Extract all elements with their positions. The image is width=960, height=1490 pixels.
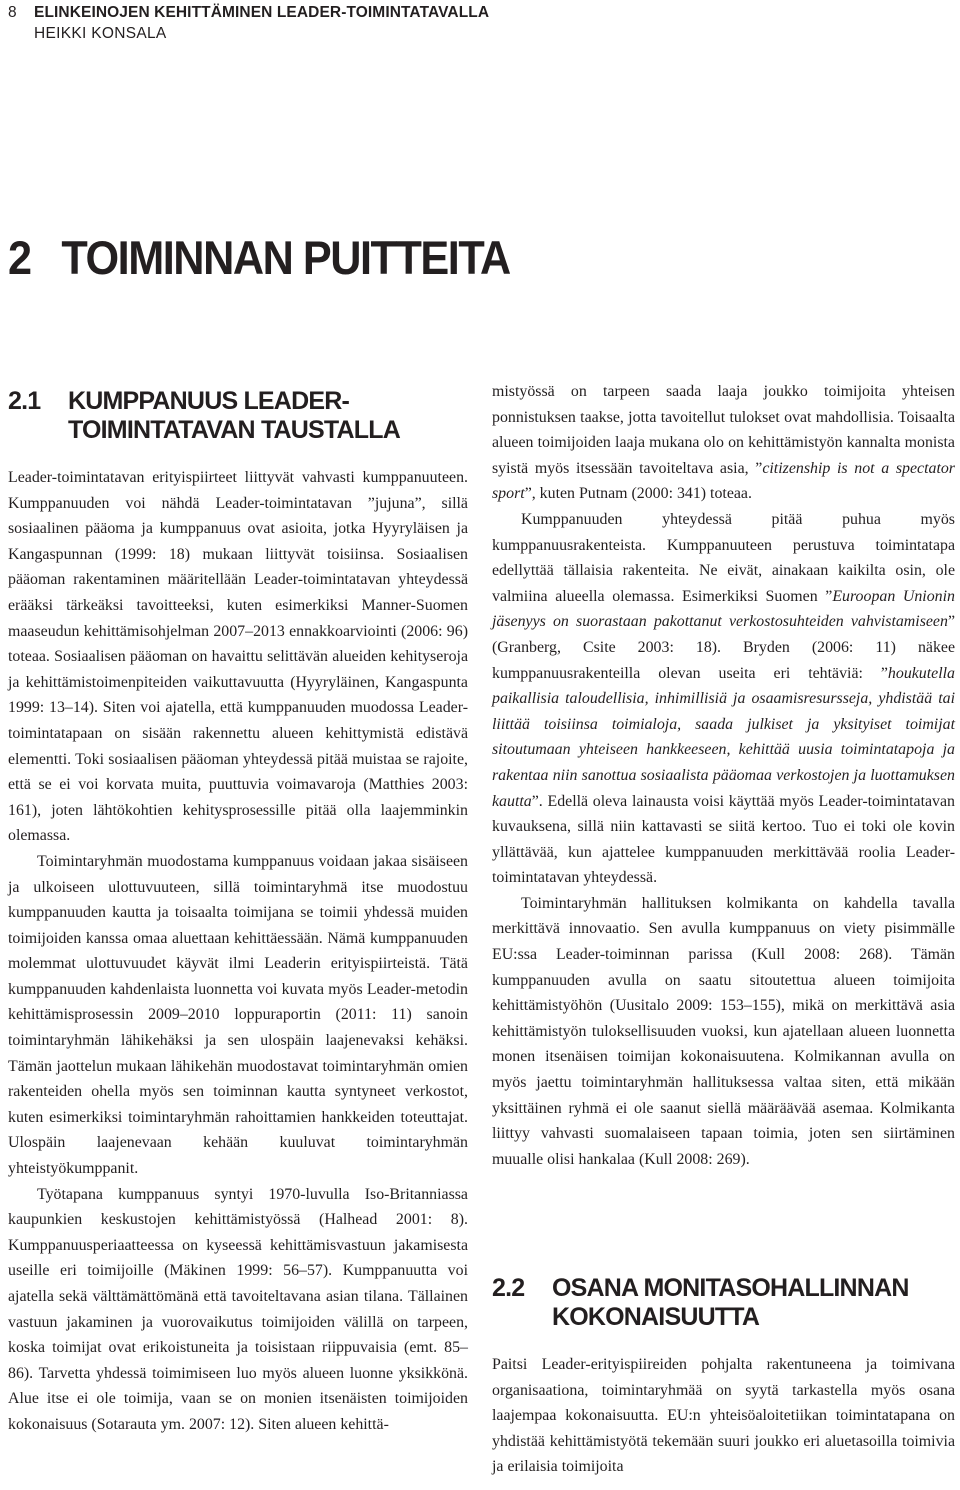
running-header bbox=[8, 2, 489, 44]
text-column-right bbox=[492, 379, 955, 1172]
text-run: ”. Edellä oleva lainausta voisi käyttää myös Leader-toimintatavan kuvauksena, sillä niin kattavasti se siitä kertoo. Tuo ei toki ole kovin yllättävää, kun ajattelee kumppanuuden merkittävää roolia Leader-toimintatavan yhteydessä. bbox=[492, 792, 955, 887]
section-title: KUMPPANUUS LEADER-TOIMINTATAVAN TAUSTALLA bbox=[68, 387, 401, 444]
paragraph bbox=[492, 379, 955, 507]
chapter-title: TOIMINNAN PUITTEITA bbox=[61, 231, 510, 284]
paragraph: Toimintaryhmän muodostama kumppanuus voidaan jakaa sisäiseen ja ulkoiseen ulottuvuuteen, sillä toimintaryhmä itse muodostuu kumppanuuden kautta ja toisaalta toimijana se toimii yhdessä muiden toimijoiden kanssa omaa aluettaan kehittäessään. Nämä kumppanuuden molemmat ulottuvuudet käyvät ilmi Leaderin erityispiirteistä. Tätä kumppanuuden kahdenlaista luonnetta voi kuvata myös Leader-metodin kehittämisprosessin 2009–2010 loppuraportin (2011: 11) sanoin toimintaryhmän lähikehäksi ja sen ulospäin laajenevaksi kehäksi. Tämän jaottelun mukaan lähikehän muodostavat toimintaryhmän omien rakenteiden ohella myös sen toiminnan kautta syntyneet verkostot, kuten esimerkiksi toimintaryhmän rahoittamien hankkeiden toteuttajat. Ulospäin laajenevaan kehään kuuluvat toimintaryhmän yhteistyökumppanit. bbox=[8, 852, 468, 1178]
paragraph: Työtapana kumppanuus syntyi 1970-luvulla Iso-Britanniassa kaupunkien keskustojen kehittämistyössä (Halhead 2001: 8). Kumppanuusperiaatteessa on kyseessä kehittämisvastuun jakamisesta useille eri toimijoille (Mäkinen 1999: 56–57). Kumppanuutta voi ajatella sekä välttämättömänä että tavoiteltavana asian tilana. Tällainen vastuun jakaminen ja vuorovaikutus toimijoiden välillä on tarpeen, koska toimijat ovat erikoistuneita ja toisistaan riippuvaisia (emt. 85–86). Tarvetta yhdessä toimimiseen luo myös alueen luonne yksikkönä. Alue itse ei ole toimija, vaan se on monien itsenäisten toimijoiden kokonaisuus (Sotarauta ym. 2007: 12). Siten alueen kehittä- bbox=[8, 1185, 468, 1433]
chapter-heading bbox=[8, 228, 510, 288]
chapter-number: 2 bbox=[8, 231, 31, 284]
paragraph: Leader-toimintatavan erityispiirteet liittyvät vahvasti kumppanuuteen. Kumppanuuden voi nähdä Leader-toimintatavan ”jujuna”, sillä sosiaalinen pääoma ja kumppanuus ovat asioita, jotka Hyyryläisen ja Kangaspunnan (1999: 18) mukaan liittyvät toisiinsa. Sosiaalisen pääoman rakentaminen määritellään Leader-toimintatavan yhteydessä erääksi tärkeäksi tavoitteeksi, kuten esimerkiksi Manner-Suomen maaseudun kehittämisohjelman 2007–2013 ennakkoarviointi (2006: 96) toteaa. Sosiaalisen pääoman on havaittu selittävän alueiden kehityseroja ja kehittämistoimenpiteiden vaikuttavuutta (Hyyryläinen, Kangaspunta 1999: 13–14). Siten voi ajatella, että kumppanuuden muodossa Leader-toimintatapaan on sisään rakennettu alueen kehittymistä edistävä elementti. Toki sosiaalisen pääoman yhteydessä pitää muistaa se rajoite, että se ei voi korvata muita, puuttuvia voimavaroja (Matthies 2003: 161), joten lähtökohtien kehitysprosessille pitää olla laajemminkin olemassa. bbox=[8, 469, 468, 845]
section-heading-2-2 bbox=[492, 1274, 952, 1332]
page-number: 8 bbox=[8, 4, 17, 21]
text-column-right-lower bbox=[492, 1352, 955, 1480]
quote-italic: Euroopan Unionin jäsenyys on suorastaan pakottanut verkostosuhteiden vahvistamiseen bbox=[492, 587, 955, 631]
paragraph: Paitsi Leader-erityispiireiden pohjalta rakentuneena ja toimivana organisaationa, toimintaryhmää on syytä tarkastella myös osana laajempaa kokonaisuutta. EU:n yhteisöaloitetiikan toimintatapana on yhdistää kehittämistyötä tekemään suuri joukko eri aluetasoilla toimivia ja erilaisia toimijoita bbox=[492, 1356, 955, 1476]
text-run: mistyössä on tarpeen saada laaja joukko toimijoita yhteisen ponnistuksen taakse, jotta tavoitellut tulokset ovat mahdollisia. Toisaalta alueen toimijoiden laaja mukana olo on kehittämistyön kannalta monista syistä myös itsessään tavoiteltava asia, ” bbox=[492, 383, 955, 477]
running-title: ELINKEINOJEN KEHITTÄMINEN LEADER-TOIMINTATAVALLA bbox=[34, 4, 490, 21]
text-run: ” (Granberg, Csite 2003: 18). Bryden (2006: 11) näkee kumppanuusrakenteilla olevan useita eri tehtäviä: ” bbox=[492, 613, 955, 682]
text-run: Kumppanuuden yhteydessä pitää puhua myös kumppanuusrakenteista. Kumppanuuteen perustuva toimintatapa edellyttää tällaisia rakenteita. Ne eivät, ainakaan kaikilta osin, ole valmiina alueella olemassa. Esimerkiksi Suomen ” bbox=[492, 510, 955, 605]
section-title: OSANA MONITASOHALLINNAN KOKONAISUUTTA bbox=[552, 1274, 909, 1331]
section-heading-2-1 bbox=[8, 387, 468, 445]
paragraph bbox=[492, 507, 955, 891]
quote-italic: citizenship is not a spectator sport bbox=[492, 459, 955, 503]
author-name: HEIKKI KONSALA bbox=[34, 25, 167, 42]
paragraph: Toimintaryhmän hallituksen kolmikanta on kahdella tavalla merkittävä innovaatio. Sen avulla kumppanuus on viety pisimmälle EU:ssa Leader-toiminnan parissa (Kull 2008: 268). Tämän kumppanuuden avulla on saatu sitoutettua alueen toimijoita kehittämistyöhön (Uusitalo 2009: 153–155), mikä on merkittävä asia kehittämistyön tuloksellisuuden vuoksi, kun ajatellaan alueen luonnetta monen itsenäisen toimijan kokonaisuutena. Kolmikannan avulla on myös jaettu toimintaryhmän hallituksessa valtaa siten, että mikään yksittäinen ryhmä ei ole saanut siellä määräävää asemaa. Kolmikanta liittyy vahvasti suomalaiseen tapaan toimia, joten sen siirtäminen muualle olisi hankalaa (Kull 2008: 269). bbox=[492, 894, 955, 1168]
text-run: ”, kuten Putnam (2000: 341) toteaa. bbox=[524, 485, 752, 503]
quote-italic: houkutella paikallisia taloudellisia, inhimillisiä ja osaamisresursseja, yhdistää tai liittää toisiinsa toimialoja, saada julkiset ja yksityiset toimijat sitoutumaan yhteiseen hankkeeseen, kehittää uusia toimintatapoja ja rakentaa niin sanottua sosiaalista pääomaa verkostojen ja luottamuksen kautta bbox=[492, 664, 955, 810]
section-number: 2.2 bbox=[492, 1274, 525, 1302]
section-number: 2.1 bbox=[8, 387, 41, 415]
text-column-left bbox=[8, 465, 468, 1438]
